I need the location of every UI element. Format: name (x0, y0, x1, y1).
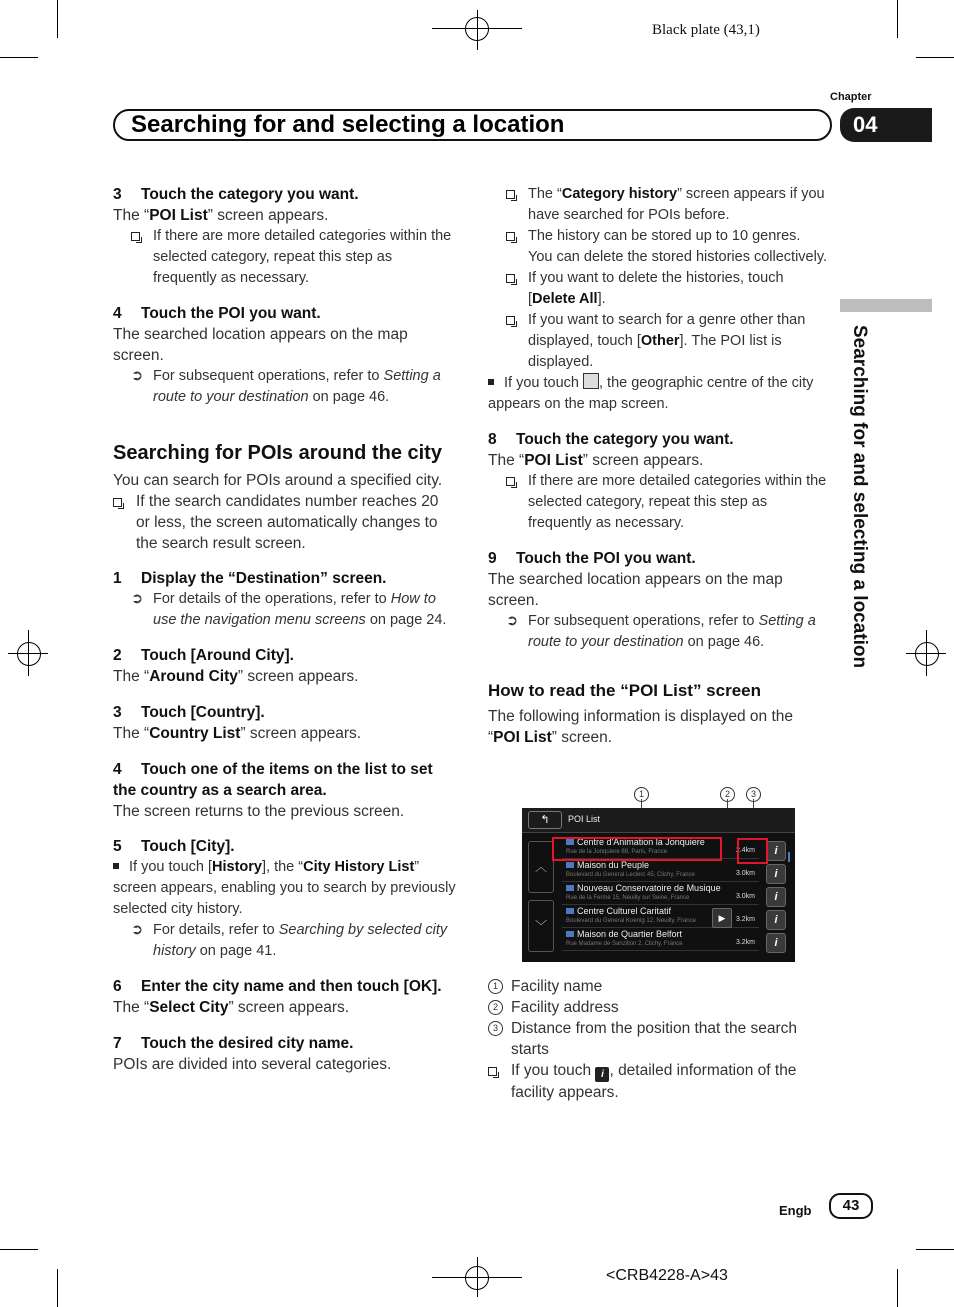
step-text: The “POI List” screen appears. (488, 452, 704, 469)
arrow-icon: ➲ (131, 368, 144, 384)
checkbox-icon (506, 268, 515, 289)
intro-text: You can search for POIs around a specified city. (113, 472, 443, 489)
info-icon[interactable]: i (766, 887, 786, 907)
section-title: Searching for POIs around the city (113, 442, 442, 464)
scrollbar[interactable] (788, 852, 790, 862)
crop-mark (897, 1269, 898, 1307)
language-label: Engb (779, 1203, 812, 1218)
sidebar-bar (840, 299, 932, 312)
info-icon: i (595, 1067, 609, 1082)
subsection-text: The following information is displayed on the “POI List” screen. (488, 708, 794, 746)
info-icon[interactable]: i (766, 864, 786, 884)
reference-note: ➲ For details, refer to Searching by selected city history on page 41. (131, 922, 448, 959)
crop-mark (916, 57, 954, 58)
scroll-down-button[interactable]: ﹀ (528, 900, 554, 952)
registration-mark (915, 642, 939, 666)
crop-mark (57, 1269, 58, 1307)
note-item: If you want to search for a genre other than displayed, touch [Other]. The POI list is displayed. (488, 310, 828, 373)
info-icon[interactable]: i (766, 933, 786, 953)
step-heading: 5 Touch [City]. (113, 838, 235, 855)
subsection-title: How to read the “POI List” screen (488, 681, 762, 700)
note-item: If there are more detailed categories within the selected category, repeat this step as frequently as necessary. (488, 471, 828, 534)
info-icon[interactable]: i (766, 841, 786, 861)
legend-item: 3 Distance from the position that the search starts (488, 1018, 828, 1060)
callout-marker-2: 2 (720, 784, 735, 802)
crop-mark (0, 57, 38, 58)
note-item: If you touch i , detailed information of the facility appears. (488, 1060, 828, 1103)
reference-note: ➲ For details of the operations, refer to How to use the navigation menu screens on page 24. (131, 591, 447, 628)
step-text: The searched location appears on the map screen. (113, 326, 408, 364)
step-text: The “Around City” screen appears. (113, 668, 359, 685)
play-icon[interactable]: ▶ (712, 908, 732, 928)
step-heading: 3 Touch the category you want. (113, 186, 359, 203)
reference-note: ➲ For subsequent operations, refer to Setting a route to your destination on page 46. (131, 368, 441, 405)
legend-item: 1 Facility name (488, 976, 828, 997)
distance-highlight (737, 838, 768, 864)
checkbox-icon (131, 226, 140, 247)
callout-marker-3: 3 (746, 784, 761, 802)
note-item: If you want to delete the histories, touch [Delete All]. (488, 268, 828, 310)
square-bullet-icon (488, 379, 494, 385)
step-text: The screen returns to the previous screen. (113, 803, 405, 820)
scroll-up-button[interactable]: ︿ (528, 841, 554, 893)
arrow-icon: ➲ (131, 591, 144, 607)
checkbox-icon (506, 184, 515, 205)
poi-row[interactable]: Centre d'Animation la Jonquiere Rue de la Jonquiere 88, Paris, France 2.4km (562, 836, 759, 859)
page-title: Searching for and selecting a location (131, 111, 565, 138)
poi-row[interactable]: Nouveau Conservatoire de Musique Rue de la Ferme 15, Neuilly sur Seine, France 3.0km (562, 882, 759, 905)
step-heading: 7 Touch the desired city name. (113, 1035, 354, 1052)
left-column (113, 184, 456, 1075)
chapter-tab (840, 108, 932, 142)
crop-mark (916, 1249, 954, 1250)
legend-item: 2 Facility address (488, 997, 828, 1018)
registration-mark (17, 642, 41, 666)
poi-row[interactable]: Centre Culturel Caritatif Boulevard du General Koenig 12, Neuilly, France 3.2km (562, 905, 759, 928)
registration-mark (465, 17, 489, 41)
note-item: The history can be stored up to 10 genres. You can delete the stored histories collectively. (488, 226, 828, 268)
square-bullet-icon (113, 863, 119, 869)
poi-row[interactable]: Maison du Peuple Boulevard du General Leclerc 45, Clichy, France 3.0km (562, 859, 759, 882)
checkbox-icon (506, 471, 515, 492)
reference-note: ➲ For subsequent operations, refer to Setting a route to your destination on page 46. (506, 613, 816, 650)
bullet-item: If you touch , the geographic centre of the city appears on the map screen. (488, 375, 814, 412)
checkbox-icon (506, 310, 515, 331)
plate-label: Black plate (43,1) (652, 22, 760, 38)
step-heading: 1 Display the “Destination” screen. (113, 570, 387, 587)
screen-header (522, 808, 795, 833)
note-item: If the search candidates number reaches 20 or less, the screen automatically changes to the search result screen. (113, 491, 456, 554)
arrow-icon: ➲ (506, 613, 519, 629)
step-text: The “Country List” screen appears. (113, 725, 362, 742)
step-text: The “Select City” screen appears. (113, 999, 350, 1016)
step-heading: 3 Touch [Country]. (113, 704, 265, 721)
chapter-label: Chapter (830, 91, 872, 103)
step-heading: 4 Touch one of the items on the list to set the country as a search area. (113, 761, 433, 799)
step-heading: 8 Touch the category you want. (488, 431, 734, 448)
checkbox-icon (488, 1060, 497, 1081)
step-text: POIs are divided into several categories. (113, 1056, 392, 1073)
arrow-icon: ➲ (131, 922, 144, 938)
note-item: The “Category history” screen appears if you have searched for POIs before. (488, 184, 828, 226)
callout-marker-1: 1 (634, 784, 649, 802)
sidebar-title: Searching for and selecting a location (849, 325, 870, 669)
crop-mark (57, 0, 58, 38)
step-heading: 4 Touch the POI you want. (113, 305, 321, 322)
crop-mark (0, 1249, 38, 1250)
crop-mark (897, 0, 898, 38)
checkbox-icon (506, 226, 515, 247)
chapter-number: 04 (853, 112, 878, 137)
checkbox-icon (113, 491, 122, 512)
back-icon[interactable]: ↰ (528, 811, 562, 829)
right-column (488, 184, 828, 748)
poi-list-screenshot (522, 808, 795, 962)
step-heading: 6 Enter the city name and then touch [OK]. (113, 978, 442, 995)
document-code: <CRB4228-A>43 (606, 1267, 728, 1284)
bullet-item: If you touch [History], the “City History List” screen appears, enabling you to search by previously selected city history. (113, 859, 456, 917)
screen-title: POI List (568, 814, 601, 824)
step-heading: 9 Touch the POI you want. (488, 550, 696, 567)
legend (488, 976, 828, 1103)
step-text: The “POI List” screen appears. (113, 207, 329, 224)
city-center-icon (583, 373, 599, 389)
step-heading: 2 Touch [Around City]. (113, 647, 294, 664)
note-item: If there are more detailed categories within the selected category, repeat this step as frequently as necessary. (113, 226, 456, 289)
page-number: 43 (829, 1193, 873, 1219)
registration-mark (465, 1266, 489, 1290)
facility-name-highlight (552, 837, 722, 861)
info-icon[interactable]: i (766, 910, 786, 930)
step-text: The searched location appears on the map screen. (488, 571, 783, 609)
poi-row[interactable]: Maison de Quartier Belfort Rue Madame de Sanzillon 2, Clichy, France 3.2km (562, 928, 759, 951)
